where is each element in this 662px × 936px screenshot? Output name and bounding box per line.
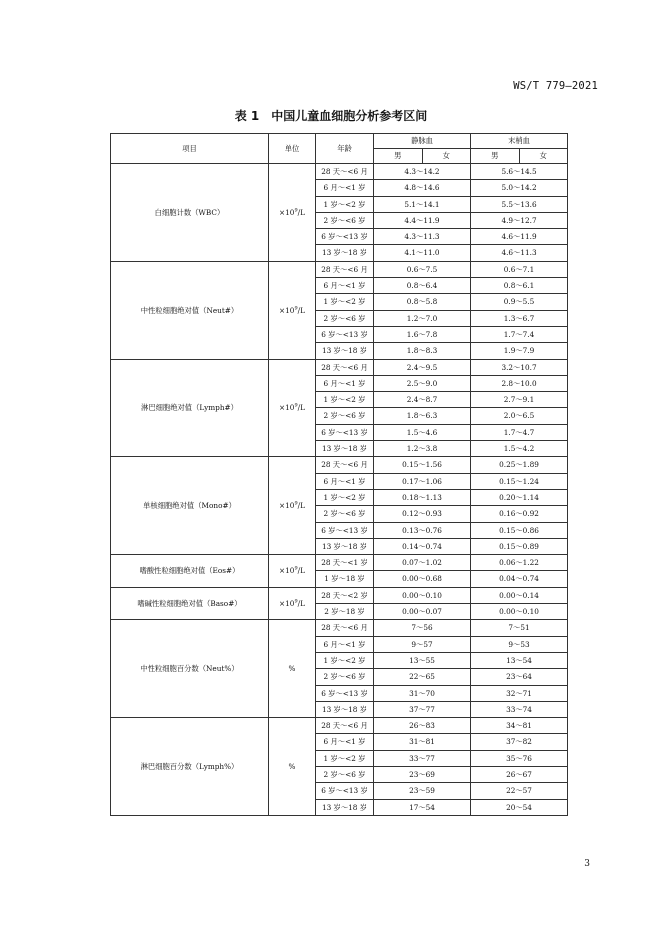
age-cell: 28 天～<6 月 bbox=[316, 718, 374, 734]
venous-value-cell: 17～54 bbox=[374, 799, 471, 815]
venous-value-cell: 0.17～1.06 bbox=[374, 473, 471, 489]
venous-value-cell: 4.3～11.3 bbox=[374, 229, 471, 245]
age-cell: 6 岁～<13 岁 bbox=[316, 229, 374, 245]
peripheral-value-cell: 7～51 bbox=[471, 620, 568, 636]
peripheral-value-cell: 4.6～11.3 bbox=[471, 245, 568, 261]
item-name-cell: 淋巴细胞绝对值（Lymph#） bbox=[111, 359, 269, 457]
unit-base: % bbox=[288, 664, 296, 674]
unit-tail: /L bbox=[297, 598, 305, 608]
item-name-cell: 淋巴细胞百分数（Lymph%） bbox=[111, 718, 269, 816]
age-cell: 28 天～<6 月 bbox=[316, 620, 374, 636]
header-peripheral-male: 男 bbox=[471, 149, 520, 164]
venous-value-cell: 1.8～6.3 bbox=[374, 408, 471, 424]
header-age: 年龄 bbox=[316, 134, 374, 164]
unit-cell bbox=[269, 359, 316, 457]
header-peripheral-female: 女 bbox=[519, 149, 568, 164]
peripheral-value-cell: 22～57 bbox=[471, 783, 568, 799]
peripheral-value-cell: 5.5～13.6 bbox=[471, 196, 568, 212]
venous-value-cell: 0.15～1.56 bbox=[374, 457, 471, 473]
item-name-cell: 中性粒细胞绝对值（Neut#） bbox=[111, 261, 269, 359]
peripheral-value-cell: 2.0～6.5 bbox=[471, 408, 568, 424]
peripheral-value-cell: 0.04～0.74 bbox=[471, 571, 568, 587]
age-cell: 13 岁～18 岁 bbox=[316, 701, 374, 717]
table-row bbox=[111, 261, 568, 277]
age-cell: 6 岁～<13 岁 bbox=[316, 326, 374, 342]
age-cell: 6 月～<1 岁 bbox=[316, 473, 374, 489]
peripheral-value-cell: 34～81 bbox=[471, 718, 568, 734]
unit-exponent: 9 bbox=[294, 402, 298, 409]
venous-value-cell: 2.4～9.5 bbox=[374, 359, 471, 375]
age-cell: 2 岁～<6 岁 bbox=[316, 669, 374, 685]
age-cell: 13 岁～18 岁 bbox=[316, 343, 374, 359]
table-header bbox=[111, 134, 568, 164]
venous-value-cell: 23～69 bbox=[374, 766, 471, 782]
peripheral-value-cell: 2.8～10.0 bbox=[471, 375, 568, 391]
venous-value-cell: 4.8～14.6 bbox=[374, 180, 471, 196]
item-name-cell: 嗜碱性粒细胞绝对值（Baso#） bbox=[111, 587, 269, 620]
age-cell: 28 天～<6 月 bbox=[316, 164, 374, 180]
age-cell: 6 岁～<13 岁 bbox=[316, 783, 374, 799]
venous-value-cell: 0.13～0.76 bbox=[374, 522, 471, 538]
age-cell: 13 岁～18 岁 bbox=[316, 245, 374, 261]
peripheral-value-cell: 20～54 bbox=[471, 799, 568, 815]
table-row bbox=[111, 457, 568, 473]
unit-exponent: 9 bbox=[294, 207, 298, 214]
peripheral-value-cell: 1.9～7.9 bbox=[471, 343, 568, 359]
venous-value-cell: 13～55 bbox=[374, 652, 471, 668]
unit-cell bbox=[269, 164, 316, 262]
header-venous-male: 男 bbox=[374, 149, 423, 164]
age-cell: 1 岁～<2 岁 bbox=[316, 750, 374, 766]
venous-value-cell: 0.14～0.74 bbox=[374, 538, 471, 554]
age-cell: 6 岁～<13 岁 bbox=[316, 685, 374, 701]
unit-tail: /L bbox=[297, 403, 305, 413]
venous-value-cell: 0.8～5.8 bbox=[374, 294, 471, 310]
age-cell: 13 岁～18 岁 bbox=[316, 441, 374, 457]
venous-value-cell: 37～77 bbox=[374, 701, 471, 717]
header-venous-female: 女 bbox=[422, 149, 471, 164]
age-cell: 6 月～<1 岁 bbox=[316, 734, 374, 750]
age-cell: 6 月～<1 岁 bbox=[316, 636, 374, 652]
table-row bbox=[111, 555, 568, 571]
age-cell: 1 岁～<2 岁 bbox=[316, 196, 374, 212]
peripheral-value-cell: 1.3～6.7 bbox=[471, 310, 568, 326]
reference-interval-table bbox=[110, 133, 568, 816]
venous-value-cell: 5.1～14.1 bbox=[374, 196, 471, 212]
age-cell: 28 天～<1 岁 bbox=[316, 555, 374, 571]
unit-tail: /L bbox=[297, 501, 305, 511]
age-cell: 1 岁～<2 岁 bbox=[316, 294, 374, 310]
venous-value-cell: 9～57 bbox=[374, 636, 471, 652]
unit-base: % bbox=[288, 761, 296, 771]
peripheral-value-cell: 0.15～1.24 bbox=[471, 473, 568, 489]
age-cell: 6 岁～<13 岁 bbox=[316, 424, 374, 440]
age-cell: 13 岁～18 岁 bbox=[316, 799, 374, 815]
venous-value-cell: 4.4～11.9 bbox=[374, 212, 471, 228]
age-cell: 2 岁～<6 岁 bbox=[316, 506, 374, 522]
peripheral-value-cell: 4.9～12.7 bbox=[471, 212, 568, 228]
header-venous: 静脉血 bbox=[374, 134, 471, 149]
peripheral-value-cell: 2.7～9.1 bbox=[471, 392, 568, 408]
age-cell: 1 岁～<2 岁 bbox=[316, 652, 374, 668]
peripheral-value-cell: 0.20～1.14 bbox=[471, 489, 568, 505]
peripheral-value-cell: 9～53 bbox=[471, 636, 568, 652]
venous-value-cell: 0.00～0.07 bbox=[374, 604, 471, 620]
unit-base: ×10 bbox=[279, 305, 295, 315]
unit-cell bbox=[269, 718, 316, 816]
age-cell: 2 岁～<6 岁 bbox=[316, 408, 374, 424]
unit-base: ×10 bbox=[279, 403, 295, 413]
peripheral-value-cell: 0.00～0.10 bbox=[471, 604, 568, 620]
peripheral-value-cell: 5.6～14.5 bbox=[471, 164, 568, 180]
peripheral-value-cell: 35～76 bbox=[471, 750, 568, 766]
venous-value-cell: 0.8～6.4 bbox=[374, 278, 471, 294]
venous-value-cell: 7～56 bbox=[374, 620, 471, 636]
peripheral-value-cell: 26～67 bbox=[471, 766, 568, 782]
unit-base: ×10 bbox=[279, 501, 295, 511]
unit-exponent: 9 bbox=[294, 500, 298, 507]
peripheral-value-cell: 0.9～5.5 bbox=[471, 294, 568, 310]
venous-value-cell: 0.12～0.93 bbox=[374, 506, 471, 522]
venous-value-cell: 2.5～9.0 bbox=[374, 375, 471, 391]
peripheral-value-cell: 1.7～4.7 bbox=[471, 424, 568, 440]
venous-value-cell: 33～77 bbox=[374, 750, 471, 766]
standard-code: WS/T 779—2021 bbox=[513, 80, 598, 92]
table-row bbox=[111, 587, 568, 603]
age-cell: 2 岁～<6 岁 bbox=[316, 766, 374, 782]
unit-cell bbox=[269, 555, 316, 588]
table-row bbox=[111, 620, 568, 636]
venous-value-cell: 31～81 bbox=[374, 734, 471, 750]
unit-cell bbox=[269, 457, 316, 555]
venous-value-cell: 26～83 bbox=[374, 718, 471, 734]
venous-value-cell: 31～70 bbox=[374, 685, 471, 701]
peripheral-value-cell: 0.15～0.89 bbox=[471, 538, 568, 554]
age-cell: 28 天～<6 月 bbox=[316, 457, 374, 473]
peripheral-value-cell: 1.5～4.2 bbox=[471, 441, 568, 457]
table-title: 表 1 中国儿童血细胞分析参考区间 bbox=[234, 109, 428, 123]
age-cell: 28 天～<2 岁 bbox=[316, 587, 374, 603]
age-cell: 2 岁～<6 岁 bbox=[316, 212, 374, 228]
table-row bbox=[111, 359, 568, 375]
venous-value-cell: 0.6～7.5 bbox=[374, 261, 471, 277]
unit-base: ×10 bbox=[279, 598, 295, 608]
peripheral-value-cell: 0.00～0.14 bbox=[471, 587, 568, 603]
venous-value-cell: 1.2～3.8 bbox=[374, 441, 471, 457]
peripheral-value-cell: 0.06～1.22 bbox=[471, 555, 568, 571]
unit-tail: /L bbox=[297, 207, 305, 217]
peripheral-value-cell: 0.15～0.86 bbox=[471, 522, 568, 538]
item-name-cell: 单核细胞绝对值（Mono#） bbox=[111, 457, 269, 555]
unit-exponent: 9 bbox=[294, 598, 298, 605]
venous-value-cell: 1.6～7.8 bbox=[374, 326, 471, 342]
page-number: 3 bbox=[584, 859, 590, 869]
peripheral-value-cell: 0.8～6.1 bbox=[471, 278, 568, 294]
peripheral-value-cell: 13～54 bbox=[471, 652, 568, 668]
venous-value-cell: 0.07～1.02 bbox=[374, 555, 471, 571]
peripheral-value-cell: 32～71 bbox=[471, 685, 568, 701]
venous-value-cell: 2.4～8.7 bbox=[374, 392, 471, 408]
age-cell: 1 岁～<2 岁 bbox=[316, 392, 374, 408]
unit-cell bbox=[269, 620, 316, 718]
unit-tail: /L bbox=[297, 566, 305, 576]
venous-value-cell: 1.2～7.0 bbox=[374, 310, 471, 326]
unit-tail: /L bbox=[297, 305, 305, 315]
venous-value-cell: 0.18～1.13 bbox=[374, 489, 471, 505]
age-cell: 13 岁～18 岁 bbox=[316, 538, 374, 554]
age-cell: 6 月～<1 岁 bbox=[316, 278, 374, 294]
peripheral-value-cell: 1.7～7.4 bbox=[471, 326, 568, 342]
header-unit: 单位 bbox=[269, 134, 316, 164]
unit-base: ×10 bbox=[279, 207, 295, 217]
peripheral-value-cell: 33～74 bbox=[471, 701, 568, 717]
age-cell: 28 天～<6 月 bbox=[316, 261, 374, 277]
venous-value-cell: 1.5～4.6 bbox=[374, 424, 471, 440]
venous-value-cell: 4.3～14.2 bbox=[374, 164, 471, 180]
venous-value-cell: 4.1～11.0 bbox=[374, 245, 471, 261]
table-row bbox=[111, 718, 568, 734]
peripheral-value-cell: 37～82 bbox=[471, 734, 568, 750]
item-name-cell: 嗜酸性粒细胞绝对值（Eos#） bbox=[111, 555, 269, 588]
peripheral-value-cell: 23～64 bbox=[471, 669, 568, 685]
venous-value-cell: 22～65 bbox=[374, 669, 471, 685]
peripheral-value-cell: 0.6～7.1 bbox=[471, 261, 568, 277]
table-row bbox=[111, 164, 568, 180]
venous-value-cell: 23～59 bbox=[374, 783, 471, 799]
age-cell: 6 月～<1 岁 bbox=[316, 180, 374, 196]
unit-exponent: 9 bbox=[294, 565, 298, 572]
table-body bbox=[111, 164, 568, 816]
unit-cell bbox=[269, 261, 316, 359]
age-cell: 1 岁～<2 岁 bbox=[316, 489, 374, 505]
venous-value-cell: 0.00～0.68 bbox=[374, 571, 471, 587]
age-cell: 2 岁～18 岁 bbox=[316, 604, 374, 620]
item-name-cell: 中性粒细胞百分数（Neut%） bbox=[111, 620, 269, 718]
peripheral-value-cell: 5.0～14.2 bbox=[471, 180, 568, 196]
header-peripheral: 末梢血 bbox=[471, 134, 568, 149]
age-cell: 28 天～<6 月 bbox=[316, 359, 374, 375]
unit-base: ×10 bbox=[279, 566, 295, 576]
age-cell: 6 月～<1 岁 bbox=[316, 375, 374, 391]
age-cell: 6 岁～<13 岁 bbox=[316, 522, 374, 538]
peripheral-value-cell: 0.25～1.89 bbox=[471, 457, 568, 473]
item-name-cell: 白细胞计数（WBC） bbox=[111, 164, 269, 262]
venous-value-cell: 1.8～8.3 bbox=[374, 343, 471, 359]
venous-value-cell: 0.00～0.10 bbox=[374, 587, 471, 603]
unit-cell bbox=[269, 587, 316, 620]
peripheral-value-cell: 4.6～11.9 bbox=[471, 229, 568, 245]
peripheral-value-cell: 0.16～0.92 bbox=[471, 506, 568, 522]
header-item: 项目 bbox=[111, 134, 269, 164]
age-cell: 2 岁～<6 岁 bbox=[316, 310, 374, 326]
age-cell: 1 岁～18 岁 bbox=[316, 571, 374, 587]
unit-exponent: 9 bbox=[294, 305, 298, 312]
peripheral-value-cell: 3.2～10.7 bbox=[471, 359, 568, 375]
